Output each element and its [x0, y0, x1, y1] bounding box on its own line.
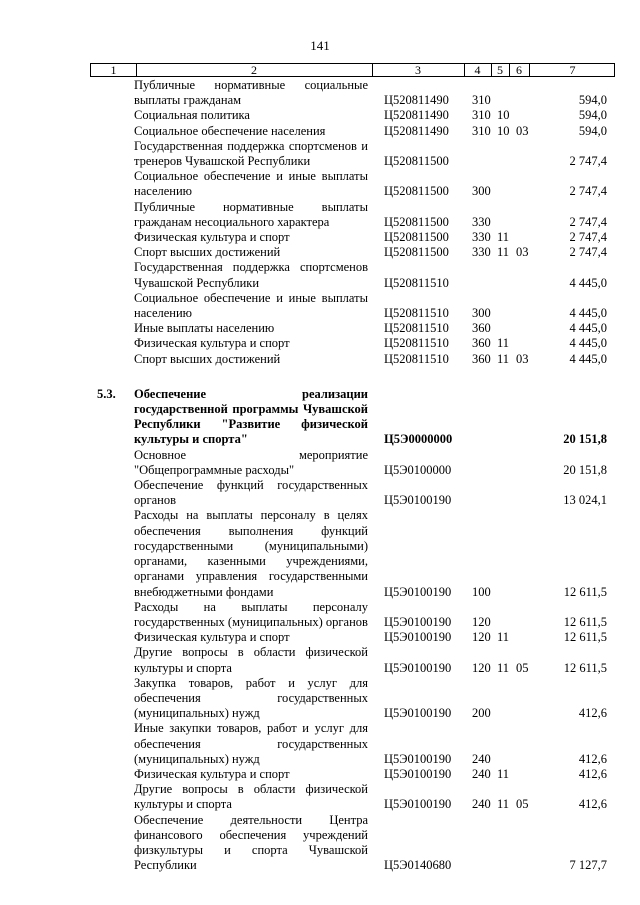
amount: 2 747,4	[569, 214, 607, 229]
target-article-code: Ц520811500	[384, 184, 449, 199]
row-name: Социальное обеспечение населения	[134, 123, 326, 138]
target-article-code: Ц520811510	[384, 275, 449, 290]
table-row	[0, 291, 640, 321]
subsection-code: 05	[516, 660, 529, 675]
table-row	[0, 676, 640, 722]
amount: 2 747,4	[569, 230, 607, 245]
section-code: 11	[497, 230, 510, 245]
table-row	[0, 78, 640, 108]
target-article-code: Ц5Э0100190	[384, 493, 452, 508]
section-code: 11	[497, 351, 510, 366]
row-name: Физическая культура и спорт	[134, 630, 290, 645]
row-name: Обеспечение деятельности Центра финансового обеспечения учреждений физкультуры и спорта Чувашской Республики	[134, 812, 368, 873]
amount: 594,0	[578, 123, 607, 138]
amount: 412,6	[578, 797, 607, 812]
target-article-code: Ц520811500	[384, 245, 449, 260]
expense-type-code: 330	[472, 245, 491, 260]
table-row	[0, 813, 640, 874]
section-code: 11	[497, 660, 510, 675]
table-row	[0, 767, 640, 782]
table-row	[0, 321, 640, 336]
expense-type-code: 300	[472, 184, 491, 199]
amount: 12 611,5	[563, 660, 607, 675]
row-name: Спорт высших достижений	[134, 351, 281, 366]
table-row	[0, 200, 640, 230]
table-row	[0, 782, 640, 812]
row-name: Иные выплаты населению	[134, 321, 275, 336]
subsection-code: 05	[516, 797, 529, 812]
header-col-1: 1	[110, 63, 117, 77]
target-article-code: Ц5Э0100190	[384, 766, 452, 781]
target-article-code: Ц5Э0100190	[384, 660, 452, 675]
row-name: Обеспечение реализации государственной программы Чувашской Республики "Развитие физической культуры и спорта"	[134, 386, 368, 447]
amount: 7 127,7	[569, 858, 607, 873]
section-code: 11	[497, 797, 510, 812]
expense-type-code: 300	[472, 306, 491, 321]
amount: 20 151,8	[563, 432, 607, 447]
header-col-7: 7	[569, 63, 576, 77]
table-row	[0, 108, 640, 123]
amount: 13 024,1	[563, 493, 607, 508]
header-col-4: 4	[474, 63, 481, 77]
amount: 4 445,0	[569, 351, 607, 366]
expense-type-code: 310	[472, 123, 491, 138]
expense-type-code: 100	[472, 584, 491, 599]
target-article-code: Ц520811500	[384, 214, 449, 229]
section-code: 11	[497, 245, 510, 260]
expense-type-code: 360	[472, 351, 491, 366]
table-row	[0, 508, 640, 599]
amount: 2 747,4	[569, 184, 607, 199]
table-row	[0, 124, 640, 139]
row-name: Спорт высших достижений	[134, 245, 281, 260]
amount: 412,6	[578, 766, 607, 781]
header-col-3: 3	[415, 63, 421, 77]
target-article-code: Ц5Э0000000	[384, 432, 453, 447]
table-row	[0, 139, 640, 169]
expense-type-code: 120	[472, 660, 491, 675]
header-col-5: 5	[497, 63, 503, 77]
expense-type-code: 200	[472, 706, 491, 721]
row-name: Другие вопросы в области физической культуры и спорта	[134, 645, 368, 675]
section-code: 11	[497, 630, 510, 645]
amount: 12 611,5	[563, 584, 607, 599]
row-name: Расходы на выплаты персоналу государственных (муниципальных) органов	[134, 599, 368, 629]
table-row	[0, 600, 640, 630]
row-name: Государственная поддержка спортсменов и тренеров Чувашской Республики	[134, 138, 368, 169]
table-row	[0, 721, 640, 767]
target-article-code: Ц520811510	[384, 336, 449, 351]
table-header	[90, 63, 615, 77]
target-article-code: Ц5Э0100190	[384, 797, 452, 812]
table-row	[0, 448, 640, 478]
expense-type-code: 330	[472, 230, 491, 245]
section-code: 11	[497, 766, 510, 781]
target-article-code: Ц520811500	[384, 154, 449, 169]
amount: 412,6	[578, 706, 607, 721]
expense-type-code: 360	[472, 336, 491, 351]
row-name: Расходы на выплаты персоналу в целях обеспечения выполнения функций государственными (муниципальными) органами, казенными учреждениями, органами управления государственными внебюджетными фондами	[134, 508, 368, 599]
budget-table-body	[0, 78, 640, 873]
subsection-code: 03	[516, 351, 529, 366]
table-row	[0, 336, 640, 351]
target-article-code: Ц5Э0100190	[384, 614, 452, 629]
page-number: 141	[310, 38, 330, 53]
table-row	[0, 478, 640, 508]
amount: 594,0	[578, 93, 607, 108]
row-name: Обеспечение функций государственных органов	[134, 478, 368, 508]
row-name: Закупка товаров, работ и услуг для обеспечения государственных (муниципальных) нужд	[134, 675, 368, 721]
row-name: Физическая культура и спорт	[134, 336, 290, 351]
amount: 12 611,5	[563, 630, 607, 645]
row-name: Физическая культура и спорт	[134, 230, 290, 245]
expense-type-code: 120	[472, 630, 491, 645]
amount: 412,6	[578, 751, 607, 766]
expense-type-code: 310	[472, 108, 491, 123]
table-row	[0, 169, 640, 199]
subsection-code: 03	[516, 245, 529, 260]
target-article-code: Ц520811490	[384, 123, 449, 138]
target-article-code: Ц520811490	[384, 108, 449, 123]
target-article-code: Ц5Э0100000	[384, 462, 452, 477]
row-name: Физическая культура и спорт	[134, 766, 290, 781]
target-article-code: Ц5Э0100190	[384, 706, 452, 721]
table-row	[0, 352, 640, 367]
row-name: Социальная политика	[134, 108, 250, 123]
amount: 4 445,0	[569, 336, 607, 351]
target-article-code: Ц520811510	[384, 306, 449, 321]
table-row	[0, 387, 640, 448]
section-code: 10	[497, 123, 510, 138]
expense-type-code: 120	[472, 614, 491, 629]
table-row	[0, 260, 640, 290]
amount: 2 747,4	[569, 154, 607, 169]
expense-type-code: 330	[472, 214, 491, 229]
target-article-code: Ц520811510	[384, 351, 449, 366]
table-row	[0, 645, 640, 675]
table-row	[0, 245, 640, 260]
expense-type-code: 240	[472, 797, 491, 812]
table-row	[0, 630, 640, 645]
row-name: Иные закупки товаров, работ и услуг для обеспечения государственных (муниципальных) нужд	[134, 721, 368, 766]
expense-type-code: 310	[472, 93, 491, 108]
target-article-code: Ц520811490	[384, 93, 449, 108]
target-article-code: Ц520811510	[384, 321, 449, 336]
amount: 4 445,0	[569, 275, 607, 290]
target-article-code: Ц5Э0140680	[384, 858, 452, 873]
row-name: Другие вопросы в области физической культуры и спорта	[134, 782, 368, 812]
section-code: 10	[497, 108, 510, 123]
amount: 594,0	[578, 108, 607, 123]
expense-type-code: 240	[472, 766, 491, 781]
target-article-code: Ц5Э0100190	[384, 630, 452, 645]
header-col-6: 6	[516, 63, 522, 77]
amount: 20 151,8	[563, 462, 607, 477]
row-name: Социальное обеспечение и иные выплаты населению	[134, 169, 368, 199]
target-article-code: Ц5Э0100190	[384, 584, 452, 599]
target-article-code: Ц520811500	[384, 230, 449, 245]
amount: 2 747,4	[569, 245, 607, 260]
amount: 4 445,0	[569, 306, 607, 321]
table-row	[0, 230, 640, 245]
section-code: 11	[497, 336, 510, 351]
subsection-code: 03	[516, 123, 529, 138]
amount: 4 445,0	[569, 321, 607, 336]
expense-type-code: 240	[472, 751, 491, 766]
amount: 12 611,5	[563, 614, 607, 629]
row-name: Публичные нормативные выплаты гражданам несоциального характера	[134, 199, 368, 229]
expense-type-code: 360	[472, 321, 491, 336]
header-col-2: 2	[251, 63, 257, 77]
section-number: 5.3.	[97, 386, 116, 401]
row-name: Публичные нормативные социальные выплаты гражданам	[134, 78, 368, 108]
row-name: Основное мероприятие "Общепрограммные расходы"	[134, 447, 368, 477]
row-name: Социальное обеспечение и иные выплаты населению	[134, 290, 368, 321]
target-article-code: Ц5Э0100190	[384, 751, 452, 766]
row-name: Государственная поддержка спортсменов Чувашской Республики	[134, 260, 368, 290]
